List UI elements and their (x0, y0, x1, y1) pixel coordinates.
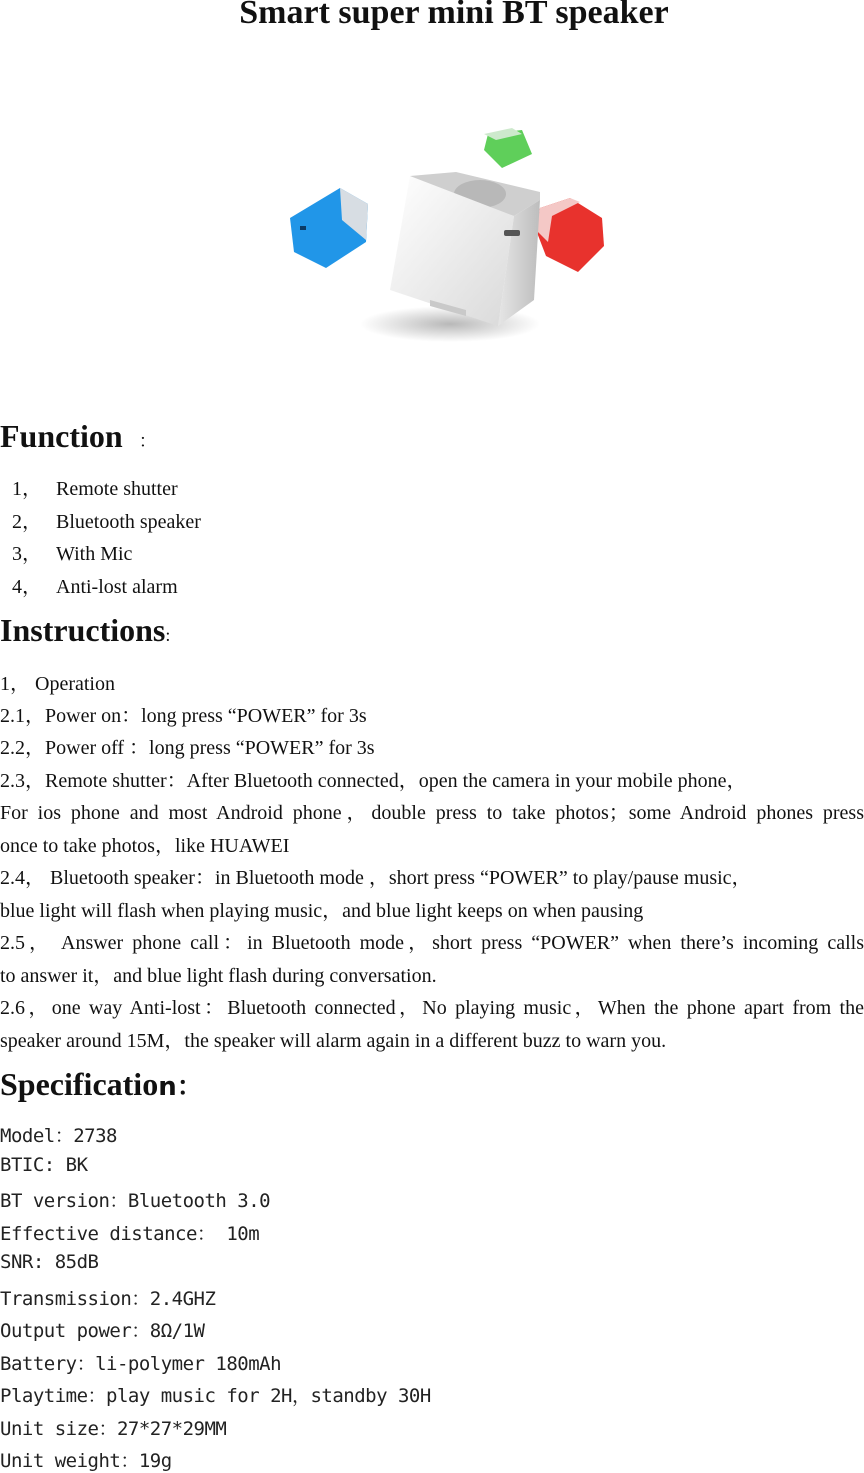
spec-line: BT version：Bluetooth 3.0 (0, 1190, 271, 1212)
instruction-line: 2.1，Power on：long press “POWER” for 3s (0, 705, 367, 727)
spec-line: Model：2738 (0, 1125, 117, 1147)
list-item: 2， Bluetooth speaker (12, 511, 201, 533)
spec-line: Transmission：2.4GHZ (0, 1288, 216, 1310)
specification-heading (0, 1066, 203, 1103)
instruction-line: 2.2，Power off ：long press “POWER” for 3s (0, 737, 375, 759)
spec-line: Unit weight：19g (0, 1450, 172, 1472)
page-title: Smart super mini BT speaker (239, 0, 669, 31)
instructions-heading-colon: : (165, 625, 171, 645)
spec-line: Effective distance： 10m (0, 1223, 260, 1245)
spec-line: SNR: 85dB (0, 1251, 99, 1273)
spec-line: Battery：li-polymer 180mAh (0, 1353, 282, 1375)
function-heading-text: Function (0, 418, 123, 454)
instruction-line: blue light will flash when playing music，and blue light keeps on when pausing (0, 900, 644, 922)
specification-heading-text: Specificatio (0, 1066, 159, 1102)
instruction-line: speaker around 15M，the speaker will alarm again in a different buzz to warn you. (0, 1030, 667, 1052)
specification-heading-tail: n： (158, 1072, 203, 1102)
spec-line: BTIC: BK (0, 1154, 88, 1176)
blue-speaker (290, 188, 368, 268)
product-image (270, 112, 620, 352)
list-item: 4， Anti-lost alarm (12, 576, 178, 598)
instruction-line: 2.5， Answer phone call：in Bluetooth mode，short press “POWER” when there’s incoming calls (0, 932, 864, 954)
list-item: 3， With Mic (12, 543, 133, 565)
red-speaker (536, 198, 604, 272)
spec-line: Output power：8Ω/1W (0, 1320, 205, 1342)
spec-line: Playtime：play music for 2H，standby 30H (0, 1385, 431, 1407)
instruction-line: 2.4， Bluetooth speaker：in Bluetooth mode ，short press “POWER” to play/pause music， (0, 867, 752, 889)
instruction-line: 2.3，Remote shutter：After Bluetooth connected，open the camera in your mobile phone， (0, 770, 747, 792)
instruction-line: to answer it，and blue light flash during conversation. (0, 965, 437, 987)
green-speaker (484, 128, 532, 168)
instruction-line: 1， Operation (0, 673, 115, 695)
function-heading (0, 418, 157, 455)
instructions-heading-text: Instructions (0, 612, 166, 648)
instruction-line: For ios phone and most Android phone，double press to take photos；some Android phones press (0, 802, 864, 824)
function-heading-colon: ： (138, 431, 157, 451)
spec-line: Unit size：27*27*29MM (0, 1418, 227, 1440)
list-item: 1， Remote shutter (12, 478, 178, 500)
instruction-line: 2.6，one way Anti-lost：Bluetooth connected，No playing music，When the phone apart from the (0, 997, 864, 1019)
white-speaker (390, 172, 540, 326)
instruction-line: once to take photos，like HUAWEI (0, 835, 290, 857)
instructions-heading (0, 612, 170, 649)
